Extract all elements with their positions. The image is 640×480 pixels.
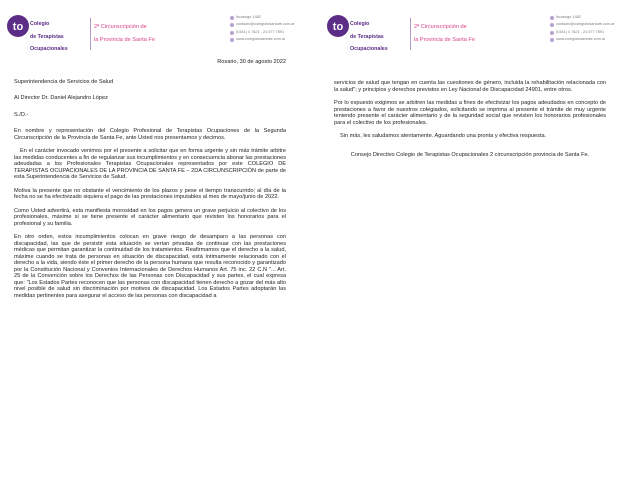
circunscripcion-label: 2ª Circunscripción de la Provincia de Santa Fe [90,18,155,50]
paragraph: Como Usted advertirá, esta manifiesta morosidad en los pagos genera un grave perjuicio al colectivo de los profesionales, máxime si se tiene presente el carácter alimentario que revisten los honorarios para el profesional y su familia. [14,207,286,227]
letter-page-2 [324,0,634,480]
addressee-line: S./D.- [14,111,29,118]
paragraph: Por lo expuesto exigimos se arbitren las medidas a fines de efectivizar los pagos adeudados en concepto de prestaciones a favor de nuestros colegiados, solicitando se imprima al presente el trámite de muy urgente teniendo presente el carácter alimentario y de la seguridad social que revisten los honorarios profesionales para el colectivo de los profesionales. [334,100,606,126]
signature-block: Consejo Directivo Colegio de Terapistas Ocupacionales 2 circunscripción provincia de Santa Fe. [350,151,590,158]
colegio-logo-icon [326,14,350,38]
paragraph: En otro orden, estos incumplimientos colocan en grave riesgo de desamparo a las personas con discapacidad, las que de persistir esta situación se verían privadas de continuar con las prestaciones médicas que permitan garantizar la continuidad de los tratamientos. Reafirmamos que el derecho a la salud, máxime cuando se trata de personas en situación de discapacidad, está íntimamente relacionado con el derecho a la vida, siendo éste el primer derecho de la persona humana que resulta reconocido y garantizado por la Constitución Nacional y Convenios Internacionales de Derechos Humanos Art. 75 inc. 22 C.N "... Art. 25 de la Convención sobre los Derechos de las Personas con Discapacidad y sus partes, el cual expresa que: "Los Estados Partes reconocen que las personas con discapacidad tienen derecho a gozar del más alto nivel posible de salud sin discriminación por motivos de discapacidad. Los Estados Partes adoptarán las medidas pertinentes para asegurar el acceso de las personas con discapacidad a [14,234,286,299]
letter-body [334,80,606,165]
org-name: Colegio de Terapistas Ocupacionales [350,21,388,53]
org-name: Colegio de Terapistas Ocupacionales [30,21,68,53]
map-pin-icon [550,16,554,20]
svg-text:to: to [12,21,24,33]
paragraph: En nombre y representación del Colegio Profesional de Terapistas Ocupaciones de la Segunda Circunscripción de la Provincia de Santa Fe, ante Usted nos presentamos y decimos. [14,128,286,141]
svg-text:to: to [332,21,344,33]
paragraph: servicios de salud que tengan en cuenta las cuestiones de género, incluida la rehabilitación relacionada con la salud"; y principios y derechos previstos en Ley Nacional de Discapacidad 24901, entre otros. [334,80,606,93]
letter-body [14,59,286,306]
phone-icon [550,31,554,35]
circunscripcion-label: 2ª Circunscripción de la Provincia de Santa Fe [410,18,475,50]
addressee-block [14,79,286,119]
map-pin-icon [230,16,234,20]
addressee-line: Al Director Dr. Daniel Alejandro López [14,95,108,101]
paragraph: En el carácter invocado venimos por el presente a solicitar que en forma urgente y sin más trámite arbitre las medidas conducentes a fin de regularizar sus incumplimientos y en consecuencia abonar las prestaciones adeudadas a los Profesionales Terapistas Ocupacionales representados por este COLEGIO DE TERAPISTAS OCUPACIONALES DE LA PROVINCIA DE SANTA FE – 2DA CIRCUNSCRIPCIÓN de parte de esta Superintendencia de Servicios de Salud. [14,148,286,180]
letter-date: Rosario, 30 de agosto 2022 [217,59,286,65]
letterhead [4,10,314,60]
colegio-logo-icon [6,14,30,38]
contact-info: Ituzaingo 1482 contacto@colegiotosantafe.com.ar (0341) 4 7821 - 24 577 7891 www.colegiotosantafe.com.ar [230,14,295,44]
letterhead [324,10,634,60]
contact-info: Ituzaingo 1482 contacto@colegiotosantafe.com.ar (0341) 4 7821 - 24 577 7891 www.colegiotosantafe.com.ar [550,14,615,44]
paragraph: Motiva la presente que no obstante el vencimiento de los plazos y pese el tiempo transcurrido; al día de la fecha no se ha efectivizado siquiera el pago de las prestaciones imputables al mes de mayo/junio de 2022. [14,187,286,200]
globe-icon [230,38,234,42]
mail-icon [550,23,554,27]
letter-page-1 [4,0,314,480]
mail-icon [230,23,234,27]
paragraph: Sin más, les saludamos atentamente. Aguardando una pronta y efectiva respuesta. [340,133,547,139]
globe-icon [550,38,554,42]
phone-icon [230,31,234,35]
addressee-line: Superintendencia de Servicios de Salud [14,78,114,85]
